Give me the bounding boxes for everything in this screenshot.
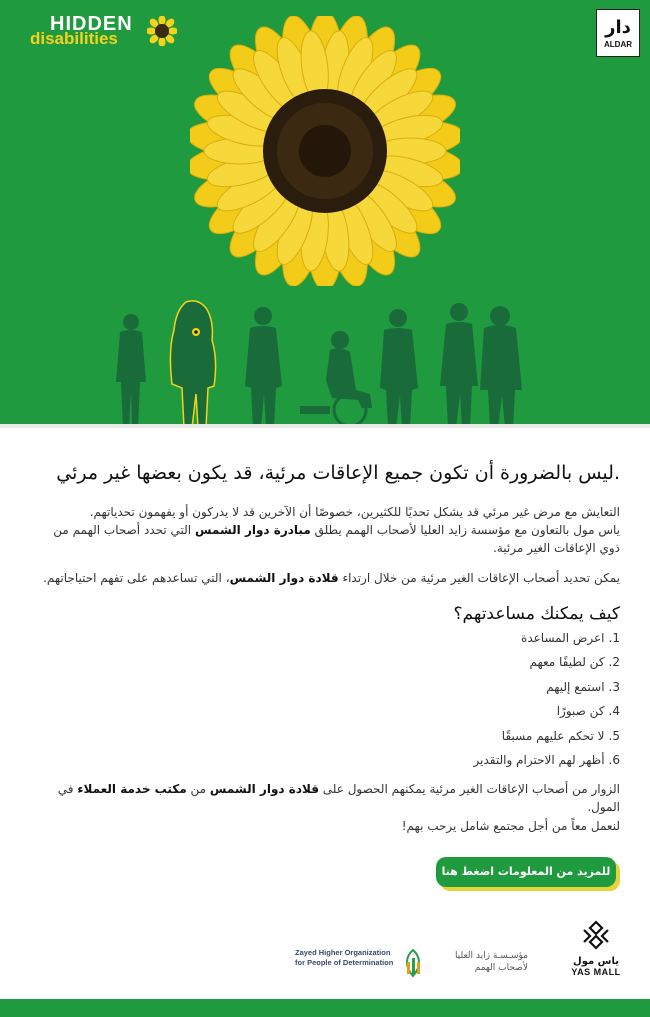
para-3-text-c: ، التي تساعدهم على تفهم احتياجاتهم. <box>43 571 230 585</box>
lanyard-paragraph <box>30 569 620 587</box>
hidden-disabilities-logo <box>30 14 190 50</box>
zho-english-name <box>295 948 393 968</box>
list-item: 4.كن صبورًا <box>556 704 620 719</box>
yas-mall-english: YAS MALL <box>571 967 621 977</box>
closing-paragraph: لنعمل معاً من أجل مجتمع شامل يرحب بهم! <box>401 819 620 833</box>
yas-mall-emblem-icon <box>580 920 612 950</box>
hero-banner <box>0 0 650 428</box>
more-info-button[interactable]: للمزيد من المعلومات اضغط هنا <box>436 857 616 887</box>
aldar-label: ALDAR <box>604 40 632 49</box>
help-steps-list <box>474 626 620 772</box>
footer-bar <box>0 999 650 1017</box>
zho-en-line-1: Zayed Higher Organization <box>295 948 391 957</box>
para-2 <box>30 521 620 557</box>
how-to-help-heading: كيف يمكنك مساعدتهم؟ <box>453 604 620 624</box>
list-item: 2.كن لطيفًا معهم <box>529 655 620 670</box>
zho-en-line-2: for People of Determination <box>295 958 394 967</box>
para-4-bold-lanyard: قلادة دوار الشمس <box>209 782 319 796</box>
aldar-logo <box>596 9 640 57</box>
para-3-bold: قلادة دوار الشمس <box>229 571 339 585</box>
zho-ar-line-1: مؤسـسـة زايد العليا <box>455 951 528 961</box>
zho-ar-line-2: لأصحاب الهمم <box>474 963 528 973</box>
visitors-paragraph <box>30 780 620 816</box>
hero-ground-line <box>0 424 650 428</box>
para-4-text-a: الزوار من أصحاب الإعاقات الغير مرئية يمكنهم الحصول على <box>318 782 620 796</box>
list-item: 3.استمع إليهم <box>546 679 620 694</box>
list-item: 1.اعرض المساعدة <box>521 631 620 645</box>
intro-paragraph <box>30 503 620 557</box>
list-item: 6.أظهر لهم الاحترام والتقدير <box>473 753 620 768</box>
para-2-bold: مبادرة دوار الشمس <box>194 523 311 537</box>
zho-logo-icon <box>398 948 428 982</box>
logo-word-disabilities: disabilities <box>30 29 118 48</box>
para-1: التعايش مع مرض غير مرئي قد يشكل تحديًا للكثيرين، خصوصًا أن الآخرين قد لا يدركون أو يفهمون تحدياتهم. <box>89 505 620 519</box>
highlighted-person <box>170 301 215 428</box>
para-2-text-a: ياس مول بالتعاون مع مؤسسة زايد العليا لأصحاب الهمم يطلق <box>310 523 620 537</box>
zho-arabic-name <box>455 950 528 974</box>
people-silhouettes <box>0 290 650 428</box>
aldar-mark: ﺩﺍﺭ <box>605 17 631 38</box>
main-heading: ليس بالضرورة أن تكون جميع الإعاقات مرئية، قد يكون بعضها غير مرئي. <box>56 462 620 484</box>
para-4-bold-desk: مكتب خدمة العملاء <box>77 782 187 796</box>
logo-word-hidden: HIDDEN <box>50 13 133 35</box>
list-item: 5.لا تحكم عليهم مسبقًا <box>501 728 620 743</box>
para-2-text-c: التي تحدد أصحاب الهمم من ذوي الإعاقات الغير مرئية. <box>53 523 620 555</box>
para-3-text-a: يمكن تحديد أصحاب الإعاقات الغير مرئية من خلال ارتداء <box>338 571 620 585</box>
yas-mall-arabic: ياس مول <box>573 956 619 967</box>
sunflower-illustration <box>190 16 460 286</box>
para-4-text-e: في المول. <box>57 782 620 814</box>
para-4-text-c: من <box>186 782 210 796</box>
yas-mall-logo <box>568 920 624 977</box>
sunflower-small-icon <box>147 16 177 46</box>
